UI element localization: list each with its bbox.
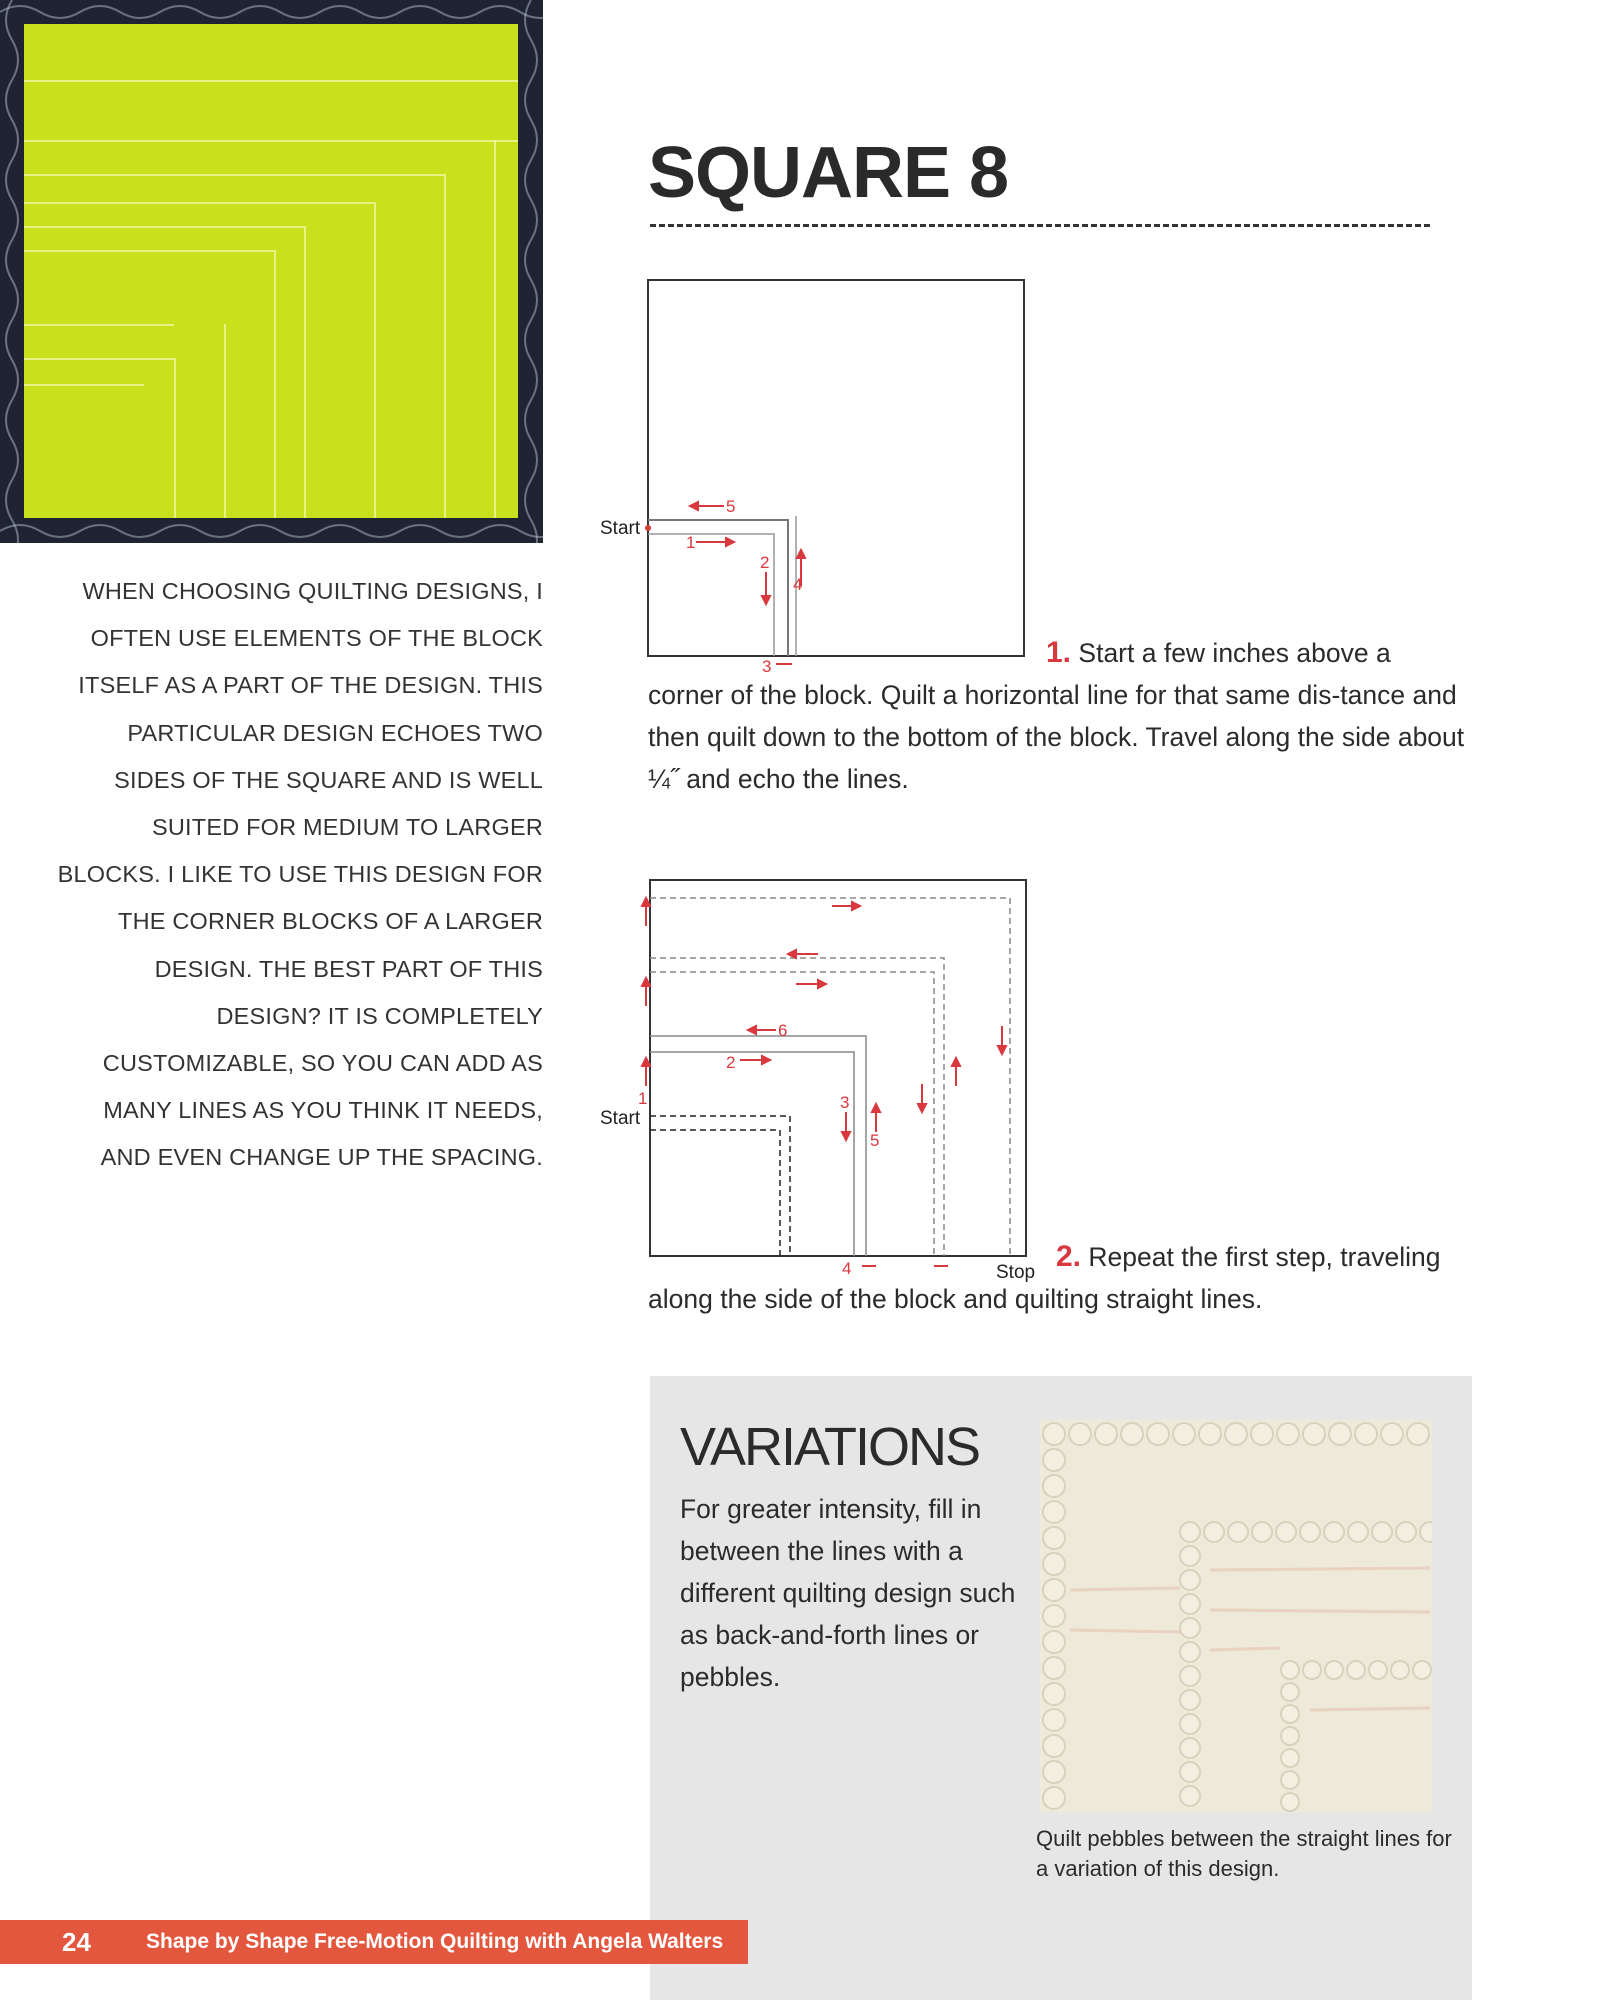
- step-2-text: along the side of the block and quilting straight lines.: [648, 1284, 1263, 1314]
- start-dot: [645, 525, 651, 531]
- book-title: Shape by Shape Free-Motion Quilting with Angela Walters: [146, 1930, 724, 1953]
- intro-paragraph: WHEN CHOOSING QUILTING DESIGNS, I OFTEN USE ELEMENTS OF THE BLOCK ITSELF AS A PART OF THE DESIGN. THIS PARTICULAR DESIGN ECHOES TWO SIDES OF THE SQUARE AND IS WELL SUITED FOR MEDIUM TO LARGER BLOCKS. I LIKE TO USE THIS DESIGN FOR THE CORNER BLOCKS OF A LARGER DESIGN. THE BEST PART OF THIS DESIGN? IT IS COMPLETELY CUSTOMIZABLE, SO YOU CAN ADD AS MANY LINES AS YOU THINK IT NEEDS, AND EVEN CHANGE UP THE SPACING.: [57, 578, 543, 1171]
- label-3: 3: [840, 1093, 850, 1112]
- title-dashed-rule: [650, 224, 1430, 227]
- label-1: 1: [686, 533, 696, 552]
- variations-body: For greater intensity, fill in between the lines with a different quilting design such as back-and-forth lines or pebbles.: [680, 1494, 1016, 1692]
- page-title: SQUARE 8: [648, 133, 1009, 213]
- step-2-text-first: Repeat the first step, traveling: [1088, 1242, 1441, 1272]
- label-4: 4: [842, 1259, 852, 1278]
- label-3: 3: [762, 657, 772, 676]
- quilt-photo-green-square: [0, 0, 543, 543]
- label-2: 2: [760, 553, 770, 572]
- label-1: 1: [638, 1089, 648, 1108]
- green-fabric-block: [24, 24, 518, 518]
- label-4: 4: [793, 575, 803, 594]
- variation-quilt-photo: [1040, 1420, 1432, 1812]
- start-label: Start: [600, 518, 641, 539]
- step-1-text-first: Start a few inches above a: [1078, 638, 1391, 668]
- step-1-text: corner of the block. Quilt a horizontal line for that same dis-tance and then quilt down to the bottom of the block. Travel along the side about ¼˝ and echo the lines.: [648, 680, 1465, 794]
- step-2-number: 2.: [1056, 1240, 1082, 1273]
- diagram-step-1: [596, 276, 1036, 676]
- step-1-heading-line: [1046, 632, 1466, 674]
- variations-caption: Quilt pebbles between the straight lines for a variation of this design.: [1036, 1826, 1452, 1881]
- label-5: 5: [726, 497, 736, 516]
- intro-text: [50, 568, 543, 1182]
- step-2-heading-line: [1056, 1236, 1496, 1278]
- block-outline: [648, 280, 1024, 656]
- page-number: 24: [62, 1927, 91, 1957]
- step-1-number: 1.: [1046, 636, 1072, 669]
- start-label: Start: [600, 1108, 641, 1129]
- diagram-step-2: [596, 876, 1056, 1286]
- variations-title: VARIATIONS: [680, 1417, 980, 1477]
- label-6: 6: [778, 1021, 788, 1040]
- label-5: 5: [870, 1131, 880, 1150]
- variations-box: [650, 1376, 1472, 2000]
- stop-label: Stop: [996, 1262, 1036, 1283]
- label-2: 2: [726, 1053, 736, 1072]
- block-outline: [650, 880, 1026, 1256]
- page-footer: [0, 1920, 748, 1964]
